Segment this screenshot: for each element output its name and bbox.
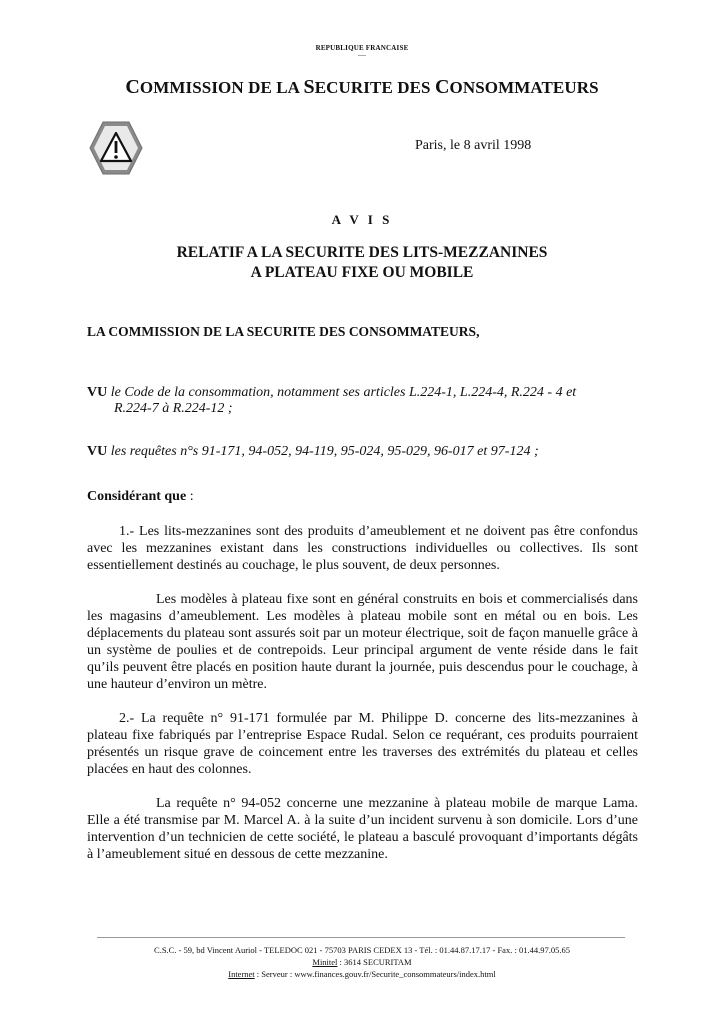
considerant-label: Considérant que bbox=[87, 489, 187, 504]
paragraph-2 bbox=[87, 591, 638, 693]
subject-line-1: RELATIF A LA SECURITE DES LITS-MEZZANINES bbox=[176, 244, 548, 261]
minitel-value: : 3614 SECURITAM bbox=[337, 957, 412, 967]
vu-label: VU bbox=[87, 385, 108, 400]
warning-hexagon-icon bbox=[88, 120, 144, 176]
commission-statement: LA COMMISSION DE LA SECURITE DES CONSOMMATEURS, bbox=[87, 324, 480, 339]
considerant-colon: : bbox=[186, 489, 194, 504]
vu-clause-1 bbox=[87, 384, 638, 401]
commission-title bbox=[0, 76, 724, 99]
internet-label: Internet bbox=[228, 969, 255, 979]
footer-divider bbox=[97, 937, 625, 938]
paragraph-2-text: Les modèles à plateau fixe sont en général construits en bois et commercialisés dans les magasins d’ameublement. Les modèles à plateau mobile sont en métal ou en bois. Les déplacements du plateau sont assurés soit par un moteur électrique, soit de façon manuelle grâce à un système de poulies et de contrepoids. Leur principal argument de vente réside dans le fait qu’ils peuvent être placés en position haute durant la journée, puis descendus pour le couchage, à une hauteur d’environ un mètre. bbox=[87, 592, 638, 692]
minitel-label: Minitel bbox=[312, 957, 338, 967]
considerant-heading bbox=[87, 489, 194, 505]
vu-clause-1-line-1: le Code de la consommation, notamment ses articles L.224-1, L.224-4, R.224 - 4 et bbox=[110, 385, 577, 400]
title-initial-c2: C bbox=[434, 76, 450, 98]
paragraph-3-text: 2.- La requête n° 91-171 formulée par M. Philippe D. concerne des lits-mezzanines à plateau fixe fabriqués par l’entreprise Espace Rudal. Selon ce requérant, ces produits pourraient présentés un risque grave de coincement entre les traverses des extrémités du plateau et celles placées en haut des colonnes. bbox=[87, 711, 638, 777]
title-initial-c: C bbox=[125, 76, 140, 98]
title-part-1: OMMISSION DE LA bbox=[139, 78, 304, 97]
subject-line-2: A PLATEAU FIXE OU MOBILE bbox=[250, 264, 474, 281]
notice-heading: A V I S bbox=[331, 212, 393, 227]
vu-clause-2-text: les requêtes n°s 91-171, 94-052, 94-119, 95-024, 95-029, 96-017 et 97-124 ; bbox=[110, 444, 539, 459]
republic-header: REPUBLIQUE FRANCAISE bbox=[315, 44, 409, 52]
title-part-3: ONSOMMATEURS bbox=[449, 78, 599, 97]
vu-label: VU bbox=[87, 444, 108, 459]
paragraph-3 bbox=[87, 710, 638, 778]
footer-minitel bbox=[0, 957, 724, 967]
internet-value: : Serveur : www.finances.gouv.fr/Securite_consommateurs/index.html bbox=[254, 969, 496, 979]
vu-clause-1-line-2: R.224-7 à R.224-12 ; bbox=[114, 401, 233, 416]
paragraph-4 bbox=[87, 795, 638, 863]
republic-dash: ---- bbox=[358, 53, 366, 59]
paragraph-1-text: 1.- Les lits-mezzanines sont des produits d’ameublement et ne doivent pas être confondus avec les mezzanines existant dans les constructions individuelles ou collectives. Ils sont essentiellement destinés au couchage, le plus souvent, de deux personnes. bbox=[87, 524, 638, 573]
paragraph-4-text: La requête n° 94-052 concerne une mezzanine à plateau mobile de marque Lama. Elle a été transmise par M. Marcel A. à la suite d’un incident survenu à son domicile. Lors d’une intervention d’un technicien de cette société, le plateau a basculé provoquant d’importants dégâts à l’ameublement situé en dessous de cette mezzanine. bbox=[87, 796, 638, 862]
document-date: Paris, le 8 avril 1998 bbox=[415, 138, 532, 153]
title-initial-s: S bbox=[303, 76, 315, 98]
paragraph-1 bbox=[87, 523, 638, 574]
title-part-2: ECURITE DES bbox=[314, 78, 435, 97]
footer-internet bbox=[0, 969, 724, 979]
footer-address: C.S.C. - 59, bd Vincent Auriol - TELEDOC 021 - 75703 PARIS CEDEX 13 - Tél. : 01.44.87.17.17 - Fax. : 01.44.97.05.65 bbox=[154, 945, 570, 955]
vu-clause-2 bbox=[87, 443, 638, 460]
